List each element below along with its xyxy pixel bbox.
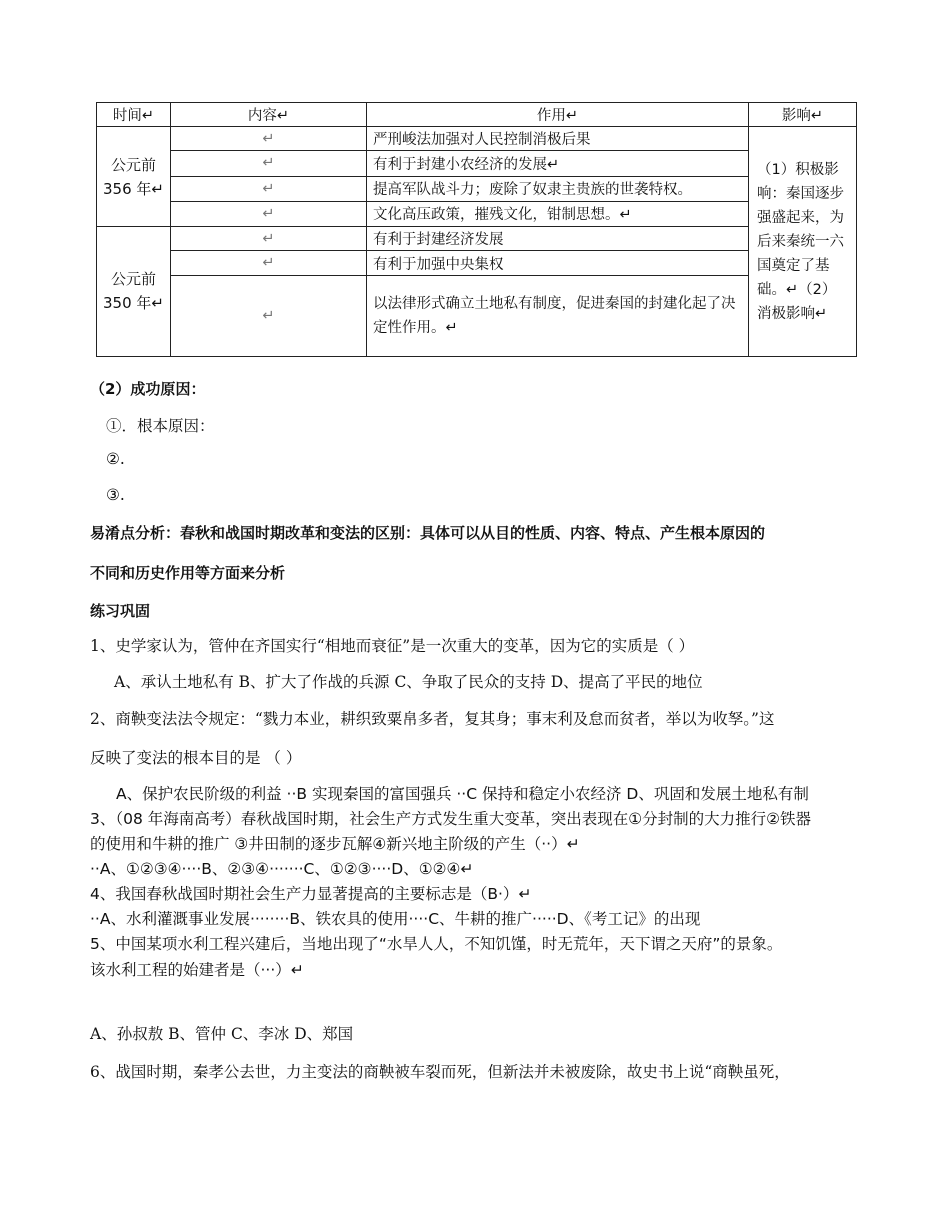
success-title: （2）成功原因：	[90, 380, 206, 398]
effect-cell: 以法律形式确立土地私有制度，促进秦国的封建化起了决定性作用。↵	[367, 276, 749, 357]
analysis-line-1: 易淆点分析：春秋和战国时期改革和变法的区别：具体可以从目的性质、内容、特点、产生根本原因的	[90, 524, 766, 542]
success-item-2: ②.	[106, 450, 125, 468]
content-cell: ↵	[171, 276, 367, 357]
effect-cell: 提高军队战斗力；废除了奴隶主贵族的世袭特权。	[367, 176, 749, 201]
reform-table	[96, 102, 857, 357]
content-cell: ↵	[171, 226, 367, 250]
success-item-3: ③.	[106, 486, 125, 504]
influence-cell: （1）积极影响：秦国逐步强盛起来，为后来秦统一六国奠定了基础。↵（2）消极影响↵	[749, 127, 857, 357]
content-cell: ↵	[171, 127, 367, 151]
question-2-line-2: 反映了变法的根本目的是 （ ）	[90, 749, 302, 767]
question-5-line-1: 5、中国某项水利工程兴建后，当地出现了“水旱人人，不知饥馑，时无荒年，天下谓之天府”的景象。	[90, 935, 783, 953]
effect-cell: 有利于封建经济发展	[367, 226, 749, 250]
time-cell-350: 公元前 350 年↵	[97, 226, 171, 356]
question-4: 4、我国春秋战国时期社会生产力显著提高的主要标志是（B·）↵	[90, 885, 532, 903]
time-cell-356: 公元前 356 年↵	[97, 127, 171, 227]
question-5-line-2: 该水利工程的始建者是（···）↵	[90, 961, 304, 979]
header-time: 时间↵	[97, 103, 171, 127]
question-3-line-1: 3、（08 年海南高考）春秋战国时期，社会生产方式发生重大变革，突出表现在①分封制的大力推行②铁器	[90, 810, 812, 828]
effect-cell: 严刑峻法加强对人民控制消极后果	[367, 127, 749, 151]
header-content: 内容↵	[171, 103, 367, 127]
effect-cell: 有利于加强中央集权	[367, 251, 749, 276]
question-2-options: A、保护农民阶级的利益 ··B 实现秦国的富国强兵 ··C 保持和稳定小农经济 D、巩固和发展土地私有制	[116, 785, 809, 803]
header-influence: 影响↵	[749, 103, 857, 127]
question-2-line-1: 2、商鞅变法法令规定：“戮力本业，耕织致粟帛多者，复其身；事末利及怠而贫者，举以为收孥。”这	[90, 710, 775, 728]
content-cell: ↵	[171, 176, 367, 201]
question-5-options: A、孙叔敖 B、管仲 C、李冰 D、郑国	[90, 1025, 354, 1043]
analysis-line-2: 不同和历史作用等方面来分析	[90, 564, 286, 582]
question-3-options: ··A、①②③④····B、②③④·······C、①②③····D、①②④↵	[90, 860, 474, 878]
question-6: 6、战国时期，秦孝公去世，力主变法的商鞅被车裂而死，但新法并未被废除，故史书上说“商鞅虽死，	[90, 1063, 790, 1081]
success-item-1: ①．根本原因：	[106, 417, 215, 435]
content-cell: ↵	[171, 151, 367, 176]
header-effect: 作用↵	[367, 103, 749, 127]
practice-title: 练习巩固	[90, 602, 151, 620]
content-cell: ↵	[171, 201, 367, 226]
content-cell: ↵	[171, 251, 367, 276]
question-4-options: ··A、水利灌溉事业发展········B、铁农具的使用····C、牛耕的推广·····D、《考工记》的出现	[90, 910, 701, 928]
question-1-options: A、承认土地私有 B、扩大了作战的兵源 C、争取了民众的支持 D、提高了平民的地位	[114, 673, 703, 691]
question-3-line-2: 的使用和牛耕的推广 ③井田制的逐步瓦解④新兴地主阶级的产生（··）↵	[90, 835, 580, 853]
effect-cell: 有利于封建小农经济的发展↵	[367, 151, 749, 176]
question-1: 1、史学家认为，管仲在齐国实行“相地而衰征”是一次重大的变革，因为它的实质是（ ）	[90, 637, 695, 655]
effect-cell: 文化高压政策，摧残文化，钳制思想。↵	[367, 201, 749, 226]
